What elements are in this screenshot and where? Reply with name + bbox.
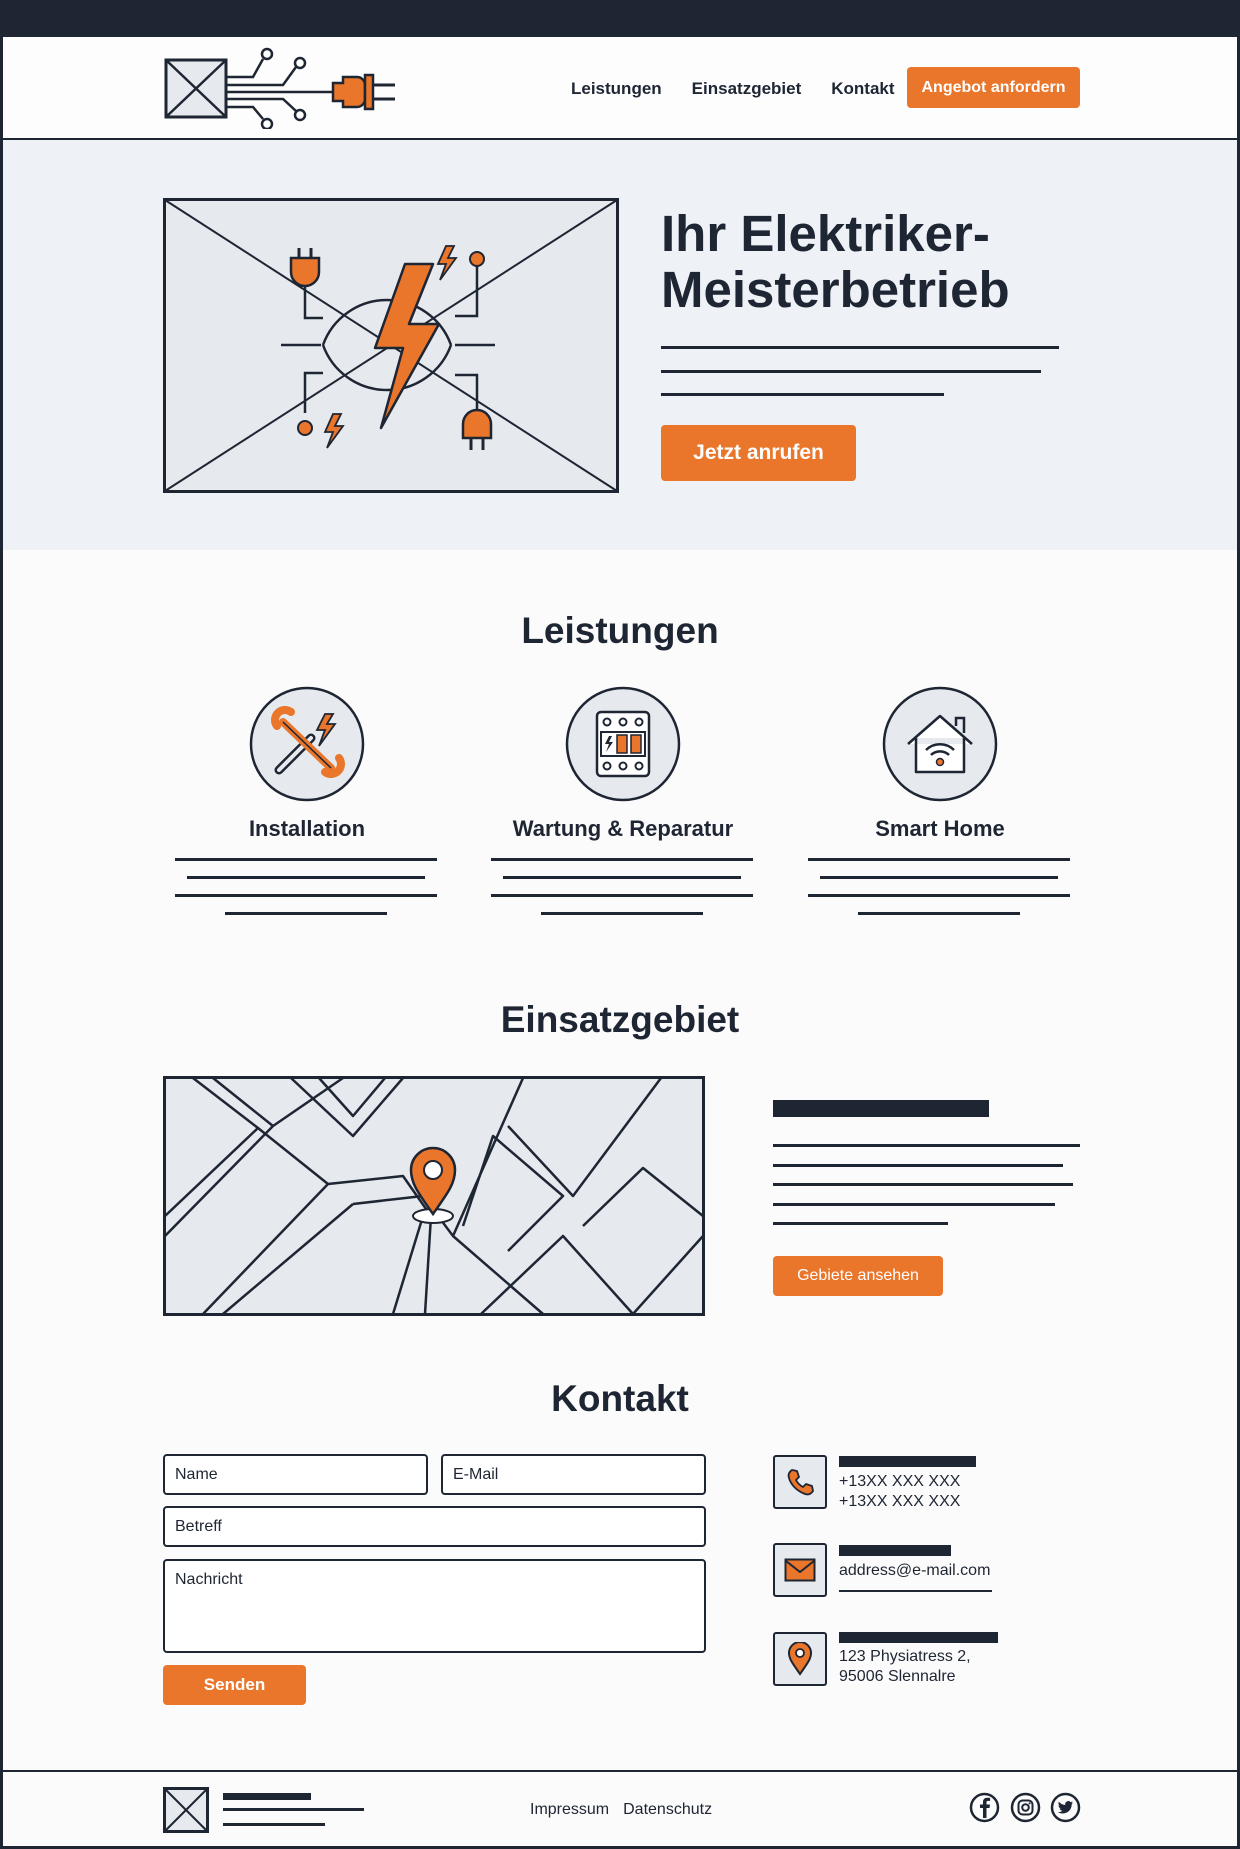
footer-text-line [223, 1808, 364, 1811]
service-description [491, 858, 755, 918]
smart-home-icon [882, 686, 998, 802]
service-smart-home[interactable] [808, 686, 1072, 918]
location-icon-box [773, 1632, 827, 1686]
nav-link-kontakt[interactable]: Kontakt [831, 79, 895, 98]
area-text-line [773, 1164, 1063, 1167]
service-description [808, 858, 1072, 918]
footer-text-line [223, 1793, 311, 1800]
hero-title: Ihr Elektriker-Meisterbetrieb [661, 205, 1010, 318]
view-areas-button[interactable]: Gebiete ansehen [773, 1256, 943, 1296]
area-subheading [773, 1100, 989, 1117]
email-label-bar [839, 1545, 951, 1556]
service-label: Wartung & Reparatur [512, 816, 734, 841]
hero-text-line [661, 346, 1059, 349]
footer-text-line [223, 1823, 325, 1826]
message-textarea[interactable] [163, 1559, 706, 1653]
nav-link-einsatzgebiet[interactable]: Einsatzgebiet [691, 79, 802, 98]
address-line: 123 Physiatress 2, [839, 1648, 971, 1665]
footer-links [530, 1801, 712, 1819]
service-wartung[interactable] [491, 686, 755, 918]
facebook-icon[interactable] [969, 1792, 1000, 1823]
footer-link-datenschutz[interactable]: Datenschutz [623, 1801, 713, 1818]
area-text-line [773, 1222, 948, 1225]
send-button[interactable]: Senden [163, 1665, 306, 1705]
site-header [3, 37, 1237, 140]
browser-top-bar [3, 3, 1237, 37]
phone-icon-box [773, 1455, 827, 1509]
area-heading: Einsatzgebiet [500, 999, 740, 1040]
services-heading: Leistungen [521, 610, 719, 651]
contact-heading: Kontakt [551, 1378, 689, 1419]
subject-input[interactable] [163, 1506, 706, 1547]
request-quote-button[interactable]: Angebot anfordern [907, 67, 1080, 108]
phone-icon [785, 1467, 815, 1497]
phone-number[interactable]: +13XX XXX XXX [839, 1473, 961, 1490]
email-address[interactable]: address@e-mail.com [839, 1562, 991, 1579]
main-nav [571, 79, 895, 99]
service-area-map[interactable] [163, 1076, 705, 1316]
logo-plug-icon[interactable] [163, 47, 403, 129]
phone-label-bar [839, 1456, 976, 1467]
email-icon-box [773, 1543, 827, 1597]
address-label-bar [839, 1632, 998, 1643]
service-label: Installation [248, 816, 366, 841]
site-footer [3, 1770, 1237, 1849]
hero-lightning-image [163, 198, 619, 493]
name-input[interactable] [163, 1454, 428, 1495]
hero-text-line [661, 370, 1041, 373]
fuse-box-icon [565, 686, 681, 802]
instagram-icon[interactable] [1010, 1792, 1041, 1823]
nav-link-leistungen[interactable]: Leistungen [571, 79, 662, 98]
twitter-icon[interactable] [1050, 1792, 1081, 1823]
wrench-lightning-icon [249, 686, 365, 802]
service-installation[interactable] [175, 686, 439, 918]
area-text-line [773, 1144, 1080, 1147]
phone-number[interactable]: +13XX XXX XXX [839, 1493, 961, 1510]
hero-section [3, 140, 1237, 550]
service-description [175, 858, 439, 918]
service-label: Smart Home [875, 816, 1005, 841]
area-text-line [773, 1183, 1073, 1186]
area-text-line [773, 1203, 1055, 1206]
call-now-button[interactable]: Jetzt anrufen [661, 425, 856, 481]
address-line: 95006 Slennalre [839, 1668, 956, 1685]
email-input[interactable] [441, 1454, 706, 1495]
location-pin-icon [787, 1642, 813, 1676]
email-underline [839, 1590, 992, 1592]
hero-text-line [661, 393, 944, 396]
footer-link-impressum[interactable]: Impressum [530, 1801, 610, 1818]
envelope-icon [784, 1558, 816, 1582]
footer-logo-icon[interactable] [163, 1787, 209, 1833]
